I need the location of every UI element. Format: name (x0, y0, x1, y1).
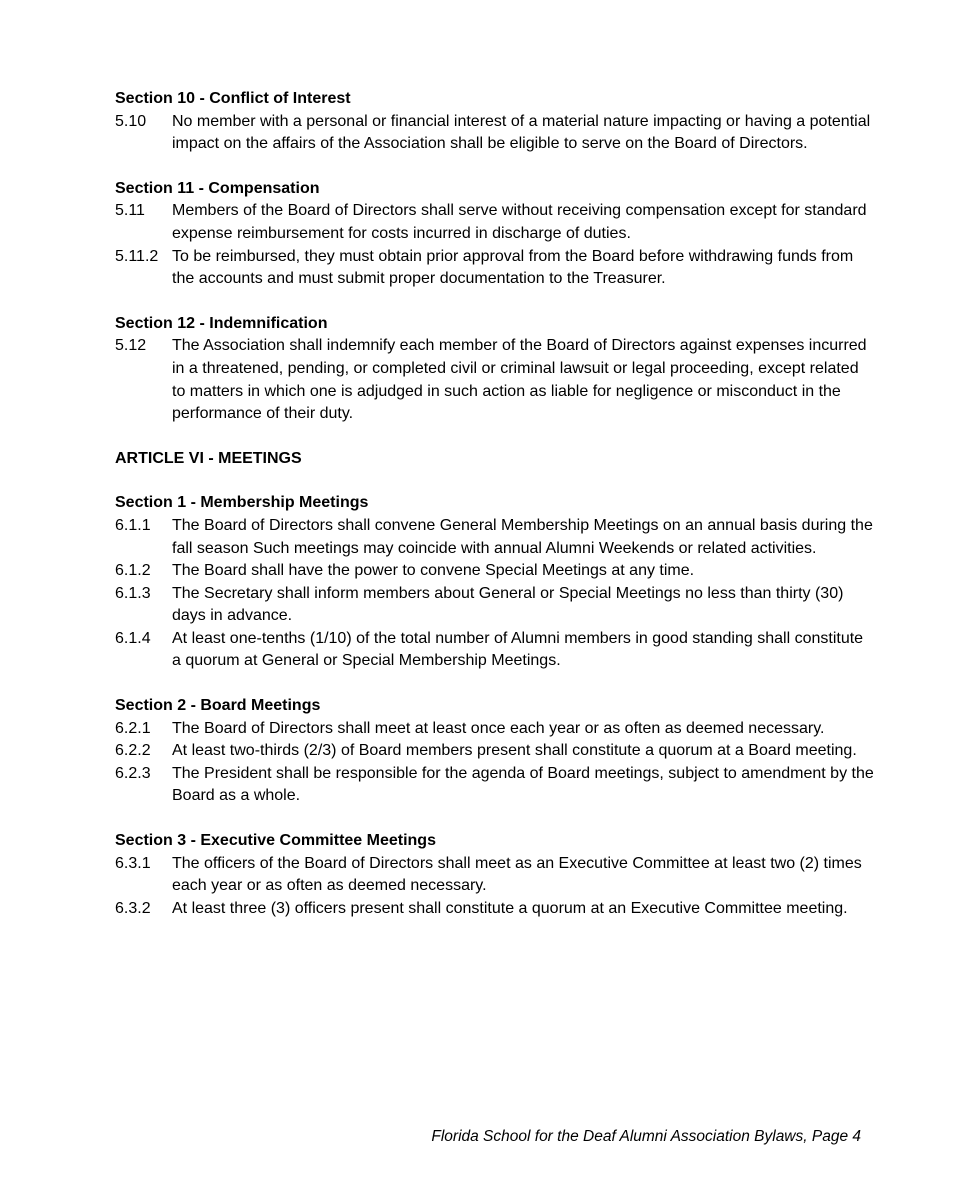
page-footer: Florida School for the Deaf Alumni Association Bylaws, Page 4 (431, 1128, 861, 1145)
section-block (115, 448, 875, 471)
clause-number: 5.11.2 (115, 247, 159, 265)
clause (115, 335, 875, 425)
clause (115, 628, 875, 673)
clause-number: 6.2.2 (115, 742, 151, 760)
clause-text: The officers of the Board of Directors shall meet as an Executive Committee at least two (2) times each year or as often as deemed necessary. (172, 854, 862, 895)
section-heading: Section 12 - Indemnification (115, 314, 328, 332)
clause (115, 200, 875, 245)
section-block (115, 695, 875, 808)
clause (115, 853, 875, 898)
clause-number: 5.12 (115, 337, 147, 355)
section-heading: Section 1 - Membership Meetings (115, 494, 369, 512)
clause (115, 111, 875, 156)
clause (115, 740, 875, 763)
section-block (115, 88, 875, 156)
clause-text: At least one-tenths (1/10) of the total number of Alumni members in good standing shall constitute a quorum at General or Special Membership Meetings. (172, 629, 864, 670)
section-heading: Section 3 - Executive Committee Meetings (115, 832, 436, 850)
clause-number: 6.1.4 (115, 629, 151, 647)
section-block (115, 492, 875, 673)
section-block (115, 830, 875, 920)
section-heading: Section 10 - Conflict of Interest (115, 90, 351, 107)
section-heading: Section 2 - Board Meetings (115, 697, 321, 715)
section-heading: ARTICLE VI - MEETINGS (115, 449, 302, 467)
section-block (115, 178, 875, 291)
clause (115, 515, 875, 560)
clause-text: Members of the Board of Directors shall serve without receiving compensation except for standard expense reimbursement for costs incurred in discharge of duties. (172, 202, 867, 242)
section-heading: Section 11 - Compensation (115, 179, 320, 197)
clause-number: 6.3.2 (115, 899, 151, 917)
clause-text: The Board of Directors shall convene General Membership Meetings on an annual basis during the fall season Such meetings may coincide with annual Alumni Weekends or related activities. (172, 516, 873, 557)
section-block (115, 313, 875, 426)
clause-text: The President shall be responsible for the agenda of Board meetings, subject to amendment by the Board as a whole. (172, 764, 874, 805)
clause-number: 6.1.2 (115, 562, 151, 580)
clause-text: At least three (3) officers present shall constitute a quorum at an Executive Committee meeting. (172, 899, 848, 917)
clause (115, 763, 875, 808)
document-body (115, 88, 875, 942)
clause-text: At least two-thirds (2/3) of Board members present shall constitute a quorum at a Board meeting. (172, 742, 857, 760)
clause-text: No member with a personal or financial interest of a material nature impacting or having a potential impact on the affairs of the Association shall be eligible to serve on the Board of Directors. (172, 112, 871, 153)
clause (115, 560, 875, 583)
clause (115, 898, 875, 921)
clause (115, 246, 875, 291)
clause-number: 6.2.3 (115, 764, 151, 782)
clause-number: 6.1.3 (115, 584, 151, 602)
clause-text: The Board of Directors shall meet at least once each year or as often as deemed necessary. (172, 719, 825, 737)
clause-number: 5.11 (115, 202, 145, 220)
clause-number: 6.2.1 (115, 719, 151, 737)
clause (115, 718, 875, 741)
clause-text: To be reimbursed, they must obtain prior approval from the Board before withdrawing funds from the accounts and must submit proper documentation to the Treasurer. (172, 247, 854, 288)
clause (115, 583, 875, 628)
clause-text: The Secretary shall inform members about General or Special Meetings no less than thirty (30) days in advance. (172, 584, 844, 625)
clause-number: 6.3.1 (115, 854, 151, 872)
clause-text: The Board shall have the power to convene Special Meetings at any time. (172, 562, 695, 580)
clause-text: The Association shall indemnify each member of the Board of Directors against expenses incurred in a threatened, pending, or completed civil or criminal lawsuit or legal proceeding, except related to matters in which one is adjudged in such action as liable for negligence or misconduct in the performance of their duty. (172, 337, 867, 423)
clause-number: 6.1.1 (115, 516, 151, 534)
clause-number: 5.10 (115, 112, 147, 130)
